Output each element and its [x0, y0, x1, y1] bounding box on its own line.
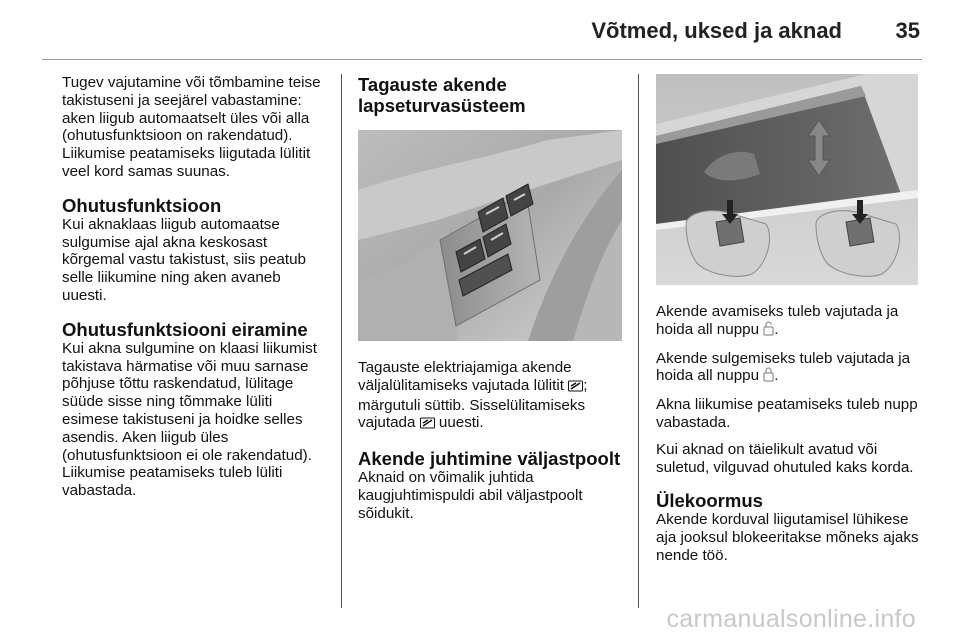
overload-section — [656, 490, 924, 564]
safety-section — [62, 195, 328, 305]
remote-text: Aknaid on võimalik juhtida kaugjuhtimispuldi abil väljastpoolt sõidukit. — [358, 469, 583, 522]
override-text: Kui akna sulgumine on klaasi liikumist takistava härmatise või muu sarnase põhjuse tõttu raskendatud, lülitage süüde sisse ning tõmmake lüliti esimese takistuseni ja hoidke selles asendis. Aken liigub üles (ohutusfunktsioon ei ole rakendatud). Liikumise peatamiseks tuleb lüliti vabastada. — [62, 339, 317, 500]
overload-heading: Ülekoormus — [656, 490, 763, 512]
page-number: 35 — [895, 18, 920, 43]
unlock-button-icon — [763, 321, 774, 341]
remote-heading: Akende juhtimine väljastpoolt — [358, 448, 621, 470]
remote-key-window-image — [656, 74, 918, 285]
override-section — [62, 319, 328, 500]
child-lock-switch-icon — [568, 379, 583, 397]
override-heading: Ohutusfunktsiooni eiramine — [62, 318, 308, 340]
stop-text: Akna liikumise peatamiseks tuleb nupp vabastada. — [656, 396, 918, 431]
window-switch-panel-image — [358, 130, 622, 341]
page-title: Võtmed, uksed ja aknad — [591, 18, 842, 43]
page-header — [0, 0, 960, 62]
watermark: carmanualsonline.info — [666, 605, 916, 633]
remote-section — [358, 448, 626, 522]
open-text: Akende avamiseks tuleb vajutada ja hoida all nuppu . — [656, 303, 924, 341]
intro-paragraph: Tugev vajutamine või tõmbamine teise takistuseni ja seejärel vabastamine: aken liigub automaatselt üles või alla (ohutusfunktsioon on rakendatud). Liikumise peatamiseks liigutada lülitit veel kord samas suunas. — [62, 74, 321, 180]
safety-text: Kui aknaklaas liigub automaatse sulgumise ajal akna keskosast kõrgemal vastu takistust, siis peatub selle liikumine ning aken avaneb uuesti. — [62, 215, 306, 304]
lock-button-icon — [763, 367, 774, 387]
hazard-text: Kui aknad on täielikult avatud või suletud, vilguvad ohutuled kaks korda. — [656, 440, 914, 476]
overload-text: Akende korduval liigutamisel lühikese aja jooksul blokeeritakse mõneks ajaks nende töö. — [656, 511, 919, 564]
column-3 — [656, 74, 924, 574]
close-text: Akende sulgemiseks tuleb vajutada ja hoida all nuppu . — [656, 350, 924, 388]
child-lock-switch-icon — [420, 416, 435, 434]
child-lock-heading: Tagauste akende lapseturvasüsteem — [358, 74, 526, 116]
column-divider-2 — [638, 74, 639, 608]
header-divider — [42, 59, 922, 60]
column-divider-1 — [341, 74, 342, 608]
child-lock-text: Tagauste elektriajamiga akende väljalülitamiseks vajutada lülitit ; märgutuli süttib. Sisselülitamiseks vajutada uuesti. — [358, 359, 626, 434]
column-1 — [62, 74, 328, 509]
column-2 — [358, 74, 626, 532]
safety-heading: Ohutusfunktsioon — [62, 194, 222, 216]
